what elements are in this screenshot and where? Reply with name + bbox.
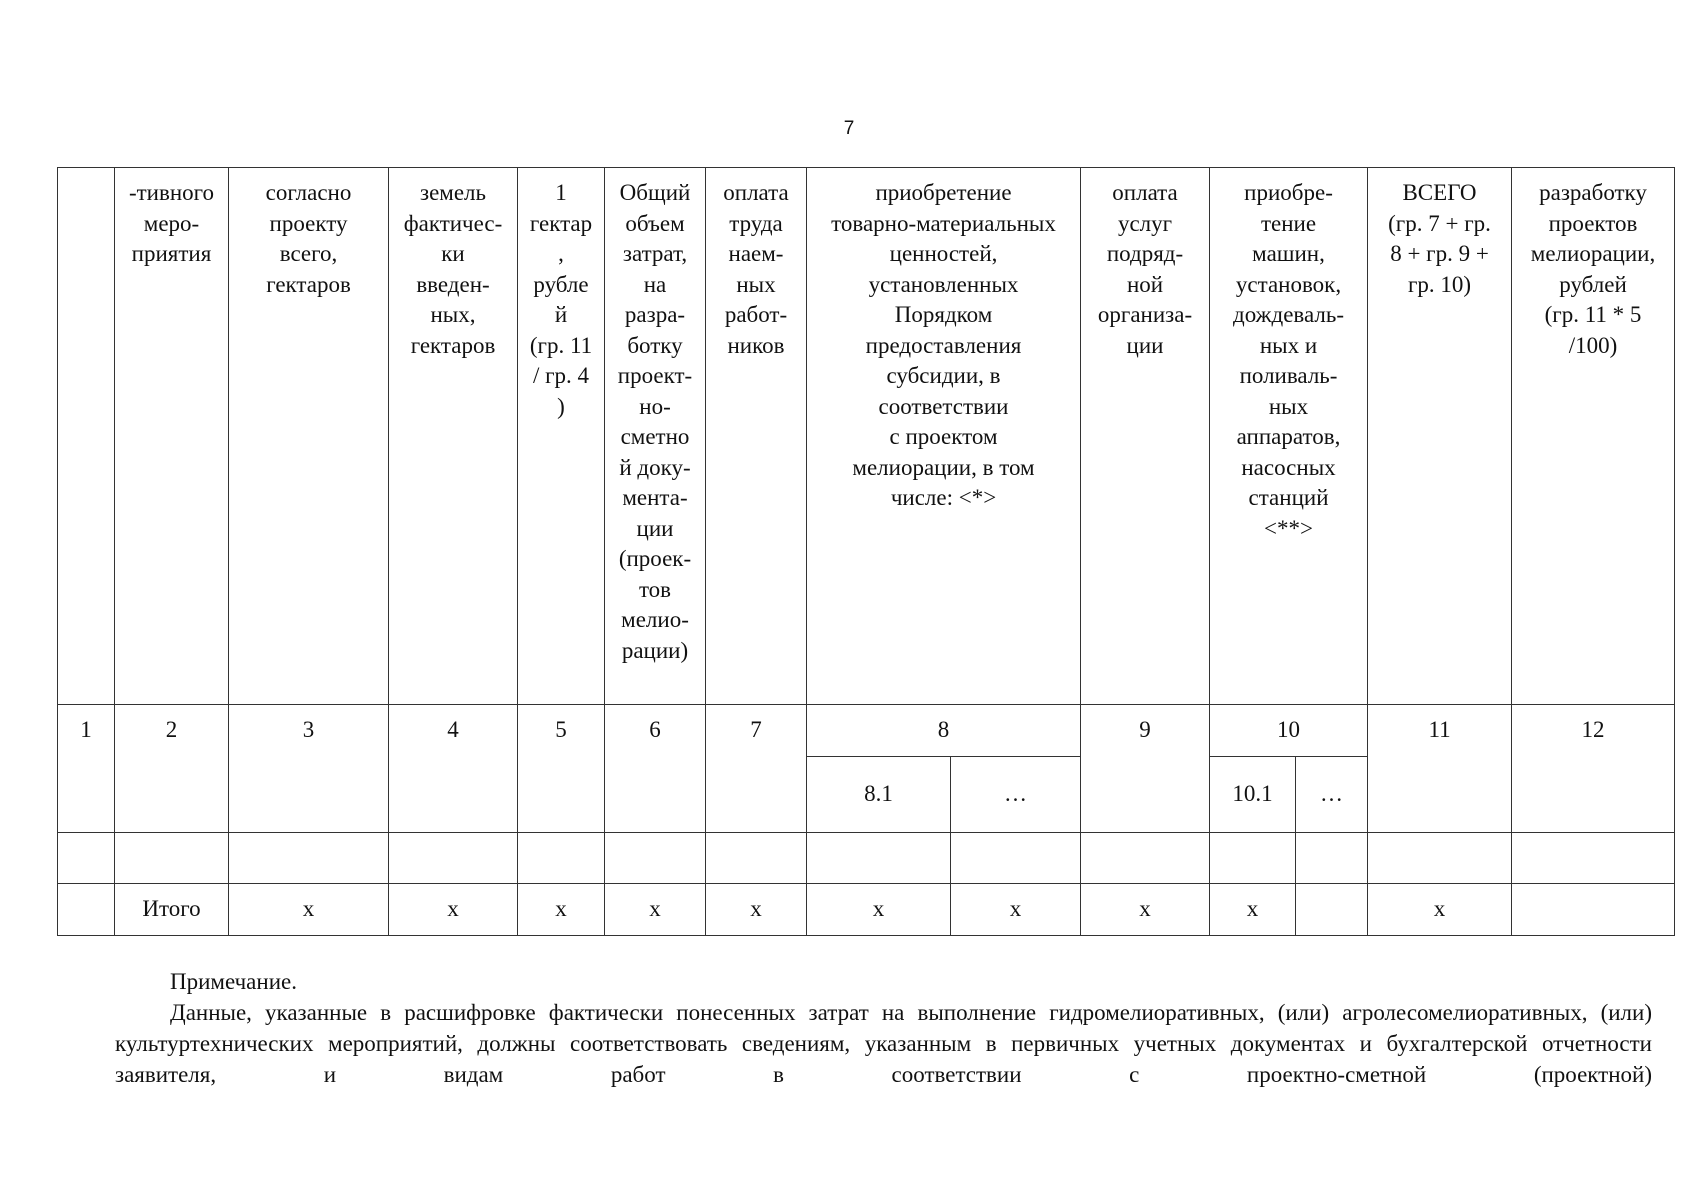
total-cell-5: х [518,884,605,936]
subcolumn-10-more: … [1296,757,1368,833]
total-cell-11: х [1368,884,1512,936]
header-col-10: приобре- тение машин, установок, дождеваль- ных и поливаль- ных аппаратов, насосных станций <**> [1210,168,1368,705]
header-col-3: согласно проекту всего, гектаров [229,168,389,705]
subcolumn-10-1: 10.1 [1210,757,1296,833]
header-col-4: земель фактичес- ки введен- ных, гектаров [389,168,518,705]
header-col-7: оплата труда наем- ных работ- ников [706,168,807,705]
header-col-8: приобретение товарно-материальных ценностей, установленных Порядком предоставления субсидии, в соответствии с проектом мелиорации, в том числе: <*> [807,168,1081,705]
empty-cell [605,833,706,884]
empty-cell [1210,833,1296,884]
total-label: Итого [115,884,229,936]
page-number: 7 [843,118,855,139]
total-cell-7: х [706,884,807,936]
empty-cell [518,833,605,884]
column-number-4: 4 [389,705,518,833]
column-number-1: 1 [58,705,115,833]
total-cell-6: х [605,884,706,936]
column-number-6: 6 [605,705,706,833]
empty-data-row [58,833,1675,884]
cost-breakdown-table [57,167,1675,936]
column-number-5: 5 [518,705,605,833]
header-col-12: разработку проектов мелиорации, рублей (гр. 11 * 5 /100) [1512,168,1675,705]
total-cell-1 [58,884,115,936]
cost-breakdown-table-wrapper [57,167,1675,936]
empty-cell [58,833,115,884]
column-number-8: 8 [807,705,1081,757]
total-cell-10-2 [1296,884,1368,936]
total-cell-3: х [229,884,389,936]
empty-cell [115,833,229,884]
header-col-1 [58,168,115,705]
column-number-10: 10 [1210,705,1368,757]
total-cell-8-1: х [807,884,951,936]
column-number-7: 7 [706,705,807,833]
header-col-6: Общий объем затрат, на разра- ботку проект- но- сметно й доку- мента- ции (проек- тов мелио- рации) [605,168,706,705]
empty-cell [1081,833,1210,884]
subcolumn-8-more: … [951,757,1081,833]
column-number-row [58,705,1675,757]
note-body: Данные, указанные в расшифровке фактически понесенных затрат на выполнение гидромелиоративных, (или) агролесомелиоративных, (или) культуртехнических мероприятий, должны соответствовать сведениям, указанным в первичных учетных документах и бухгалтерской отчетности заявителя, и видам работ в соответствии с проектно-сметной (проектной) [115,1000,1652,1087]
total-row [58,884,1675,936]
note-section [115,966,1652,1090]
note-title: Примечание. [170,969,297,994]
total-cell-9: х [1081,884,1210,936]
total-cell-8-2: х [951,884,1081,936]
column-number-11: 11 [1368,705,1512,833]
column-number-9: 9 [1081,705,1210,833]
column-number-3: 3 [229,705,389,833]
table-header-row [58,168,1675,705]
empty-cell [389,833,518,884]
header-col-9: оплата услуг подряд- ной организа- ции [1081,168,1210,705]
header-col-2: -тивного меро- приятия [115,168,229,705]
empty-cell [807,833,951,884]
empty-cell [951,833,1081,884]
total-cell-4: х [389,884,518,936]
column-number-2: 2 [115,705,229,833]
empty-cell [706,833,807,884]
total-cell-10-1: х [1210,884,1296,936]
header-col-11: ВСЕГО (гр. 7 + гр. 8 + гр. 9 + гр. 10) [1368,168,1512,705]
empty-cell [1512,833,1675,884]
empty-cell [1296,833,1368,884]
column-number-12: 12 [1512,705,1675,833]
empty-cell [229,833,389,884]
header-col-5: 1 гектар , рубле й (гр. 11 / гр. 4 ) [518,168,605,705]
subcolumn-8-1: 8.1 [807,757,951,833]
total-cell-12 [1512,884,1675,936]
empty-cell [1368,833,1512,884]
